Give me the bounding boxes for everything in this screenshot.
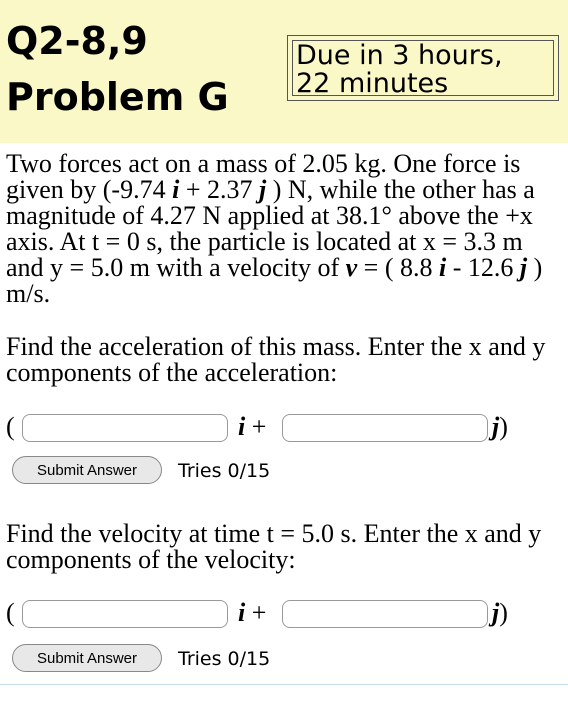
unit-vector-j: j [492, 598, 500, 627]
next-section-edge [0, 684, 568, 701]
problem-text: Two forces act on a mass of 2.05 kg. One force is given by (-9.74 [6, 149, 521, 204]
velocity-y-input[interactable] [282, 600, 488, 628]
due-time: Due in 3 hours, 22 minutes [296, 40, 503, 99]
unit-vector-i: i [238, 412, 246, 441]
open-paren: ( [6, 598, 15, 627]
unit-vector-i: i [172, 175, 180, 204]
tries-counter: Tries 0/15 [178, 648, 271, 670]
acceleration-y-input[interactable] [282, 414, 488, 442]
acceleration-x-input[interactable] [22, 414, 228, 442]
close-paren: ) [499, 412, 508, 441]
i-plus-label [238, 414, 266, 440]
plus-sign: + [251, 412, 267, 441]
unit-vector-j: j [259, 175, 267, 204]
problem-set-title: Q2-8,9 [6, 19, 148, 63]
submit-answer-button[interactable]: Submit Answer [12, 456, 162, 484]
close-paren: ) [499, 598, 508, 627]
unit-vector-j: j [519, 253, 528, 282]
submit-answer-button[interactable]: Submit Answer [12, 644, 162, 672]
velocity-x-input[interactable] [22, 600, 228, 628]
unit-vector-j: j [492, 412, 500, 441]
velocity-symbol: v [345, 253, 358, 282]
question-velocity: Find the velocity at time t = 5.0 s. Enter the x and y components of the velocity: [6, 519, 542, 574]
problem-text: = ( 8.8 [357, 253, 439, 282]
i-plus-label [238, 600, 266, 626]
plus-sign: + [251, 598, 267, 627]
problem-text: ) m/s. [6, 253, 543, 308]
unit-vector-i: i [438, 253, 447, 282]
problem-text: + 2.37 [179, 175, 259, 204]
problem-text: - 12.6 [446, 253, 520, 282]
problem-text: ) N, while the other has a magnitude of 4.27 N applied at 38.1° above the +x axis. At t = 0 s, the particle is located at x = 3.3 m and y = 5.0 m with a velocity of [6, 175, 535, 282]
open-paren: ( [6, 412, 15, 441]
j-close-label [492, 414, 508, 440]
problem-title: Problem G [6, 75, 229, 119]
unit-vector-i: i [238, 598, 246, 627]
problem-statement [6, 151, 564, 307]
question-acceleration: Find the acceleration of this mass. Enter the x and y components of the acceleration: [6, 332, 546, 387]
tries-counter: Tries 0/15 [178, 460, 271, 482]
j-close-label [492, 600, 508, 626]
